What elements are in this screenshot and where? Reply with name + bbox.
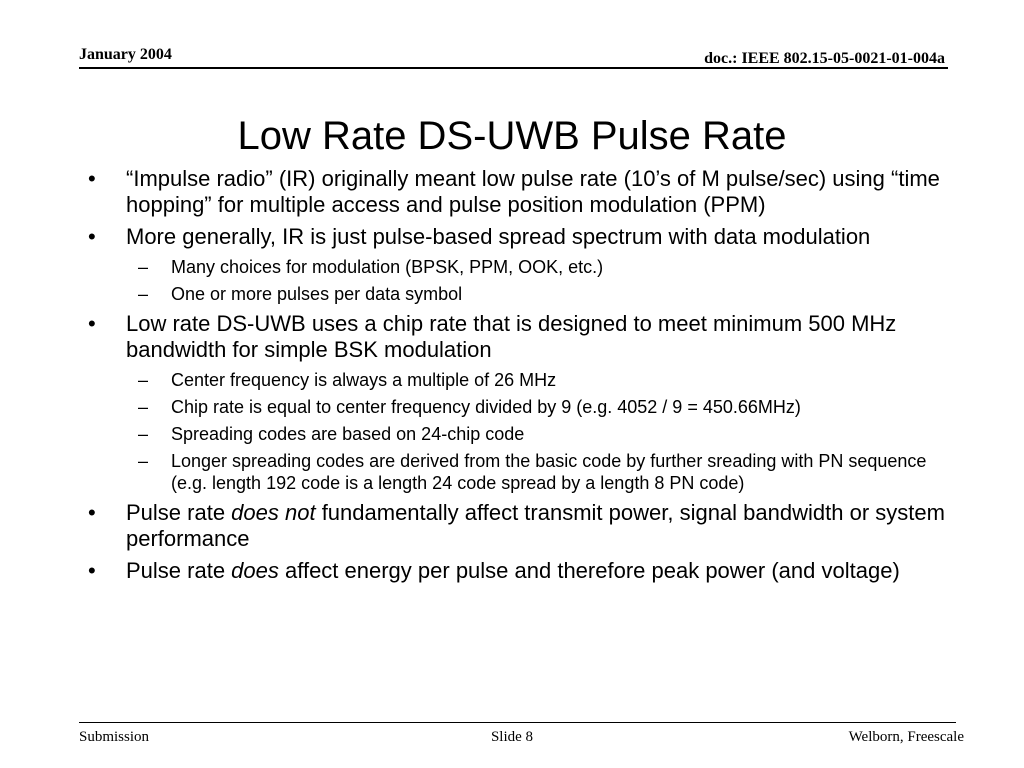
header-divider — [79, 67, 948, 69]
bullet-pulse-rate-does — [88, 558, 948, 584]
sub-bullet-text: One or more pulses per data symbol — [171, 284, 463, 304]
sub-bullet-marker: – — [138, 424, 149, 444]
bullet-text-emphasis: does — [231, 558, 279, 583]
header-document-id: doc.: IEEE 802.15-05-0021-01-004a — [704, 50, 945, 67]
sub-bullet-text: Longer spreading codes are derived from the basic code by further sreading with PN sequence (e.g. length 192 code is a length 24 code spread by a length 8 PN code) — [171, 451, 927, 493]
sub-bullet-list — [88, 369, 948, 494]
sub-bullet-marker: – — [138, 284, 149, 304]
bullet-text: “Impulse radio” (IR) originally meant low pulse rate (10’s of M pulse/sec) using “time hopping” for multiple access and pulse position modulation (PPM) — [126, 166, 940, 217]
sub-bullet-pulses-per-symbol — [88, 283, 948, 305]
footer-divider — [79, 722, 956, 723]
slide-body — [88, 166, 948, 590]
footer-submission: Submission — [79, 729, 150, 745]
bullet-text: Low rate DS-UWB uses a chip rate that is designed to meet minimum 500 MHz bandwidth for simple BSK modulation — [126, 311, 897, 362]
sub-bullet-list — [88, 256, 948, 305]
bullet-text-emphasis: does not — [231, 500, 316, 525]
bullet-impulse-radio — [88, 166, 948, 218]
sub-bullet-center-frequency — [88, 369, 948, 391]
bullet-marker: • — [88, 224, 96, 249]
header-date: January 2004 — [79, 46, 172, 63]
bullet-pulse-rate-does-not — [88, 500, 948, 552]
bullet-text-after: affect energy per pulse and therefore peak power (and voltage) — [278, 558, 900, 583]
bullet-text: More generally, IR is just pulse-based spread spectrum with data modulation — [126, 224, 871, 249]
sub-bullet-modulation-choices — [88, 256, 948, 278]
sub-bullet-text: Spreading codes are based on 24-chip code — [171, 424, 525, 444]
bullet-marker: • — [88, 558, 96, 583]
bullet-marker: • — [88, 166, 96, 191]
bullet-text-before: Pulse rate — [126, 558, 232, 583]
footer-author: Welborn, Freescale — [848, 729, 964, 745]
footer-slide-number: Slide 8 — [490, 729, 534, 745]
bullet-ir-generally — [88, 224, 948, 250]
bullet-text-after: fundamentally affect transmit power, signal bandwidth or system performance — [126, 500, 945, 551]
bullet-text-before: Pulse rate — [126, 500, 232, 525]
sub-bullet-text: Chip rate is equal to center frequency divided by 9 (e.g. 4052 / 9 = 450.66MHz) — [171, 397, 801, 417]
sub-bullet-marker: – — [138, 257, 149, 277]
sub-bullet-marker: – — [138, 370, 149, 390]
bullet-marker: • — [88, 500, 96, 525]
sub-bullet-marker: – — [138, 451, 149, 471]
sub-bullet-chip-rate — [88, 396, 948, 418]
bullet-marker: • — [88, 311, 96, 336]
sub-bullet-text: Many choices for modulation (BPSK, PPM, OOK, etc.) — [171, 257, 604, 277]
sub-bullet-spreading-codes — [88, 423, 948, 445]
slide-title: Low Rate DS-UWB Pulse Rate — [237, 114, 787, 158]
sub-bullet-marker: – — [138, 397, 149, 417]
bullet-low-rate-ds-uwb — [88, 311, 948, 363]
sub-bullet-text: Center frequency is always a multiple of 26 MHz — [171, 370, 557, 390]
sub-bullet-longer-codes — [88, 450, 948, 494]
